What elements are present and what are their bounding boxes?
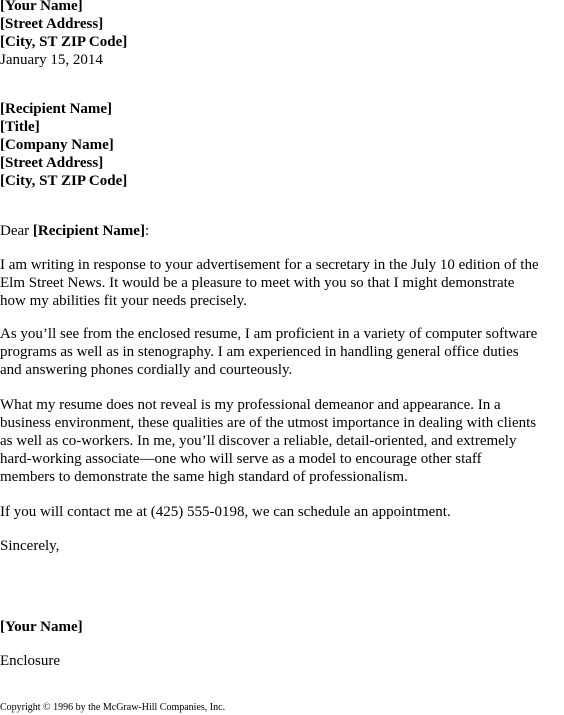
paragraph-line: hard-working associate—one who will serve as a model to encourage other staff: [0, 451, 482, 467]
body-paragraph-3: [0, 396, 536, 486]
salutation-name: [Recipient Name]: [32, 223, 145, 239]
salutation: [0, 222, 149, 240]
paragraph-line: Elm Street News. It would be a pleasure to meet with you so that I might demonstrate: [0, 275, 515, 291]
salutation-suffix: :: [144, 223, 150, 239]
paragraph-line: programs as well as in stenography. I am experienced in handling general office duties: [0, 344, 519, 360]
recipient-title: [Title]: [0, 119, 40, 135]
paragraph-line: and answering phones cordially and courteously.: [0, 362, 293, 378]
paragraph-line: as well as co-workers. In me, you’ll discover a reliable, detail-oriented, and extremely: [0, 433, 517, 449]
valediction: Sincerely,: [0, 538, 60, 554]
copyright-footer: Copyright © 1996 by the McGraw-Hill Companies, Inc.: [0, 702, 226, 713]
paragraph-line: how my abilities fit your needs precisely.: [0, 293, 247, 309]
body-paragraph-1: [0, 256, 539, 310]
body-paragraph-4: If you will contact me at (425) 555-0198, we can schedule an appointment.: [0, 504, 451, 520]
paragraph-line: What my resume does not reveal is my professional demeanor and appearance. In a: [0, 397, 501, 413]
sender-name: [Your Name]: [0, 0, 83, 14]
recipient-company: [Company Name]: [0, 137, 114, 153]
recipient-city: [City, ST ZIP Code]: [0, 173, 128, 189]
signature-name: [Your Name]: [0, 619, 83, 635]
recipient-street: [Street Address]: [0, 155, 104, 171]
paragraph-line: I am writing in response to your advertisement for a secretary in the July 10 edition of the: [0, 257, 539, 273]
sender-street: [Street Address]: [0, 16, 104, 32]
letter-date: January 15, 2014: [0, 52, 103, 68]
salutation-prefix: Dear: [0, 223, 33, 239]
body-paragraph-2: [0, 325, 537, 379]
enclosure-note: Enclosure: [0, 653, 60, 669]
paragraph-line: members to demonstrate the same high standard of professionalism.: [0, 469, 408, 485]
paragraph-line: business environment, these qualities are of the utmost importance in dealing with clients: [0, 415, 537, 431]
recipient-name: [Recipient Name]: [0, 101, 113, 117]
paragraph-line: As you’ll see from the enclosed resume, I am proficient in a variety of computer software: [0, 326, 538, 342]
sender-city: [City, ST ZIP Code]: [0, 34, 128, 50]
